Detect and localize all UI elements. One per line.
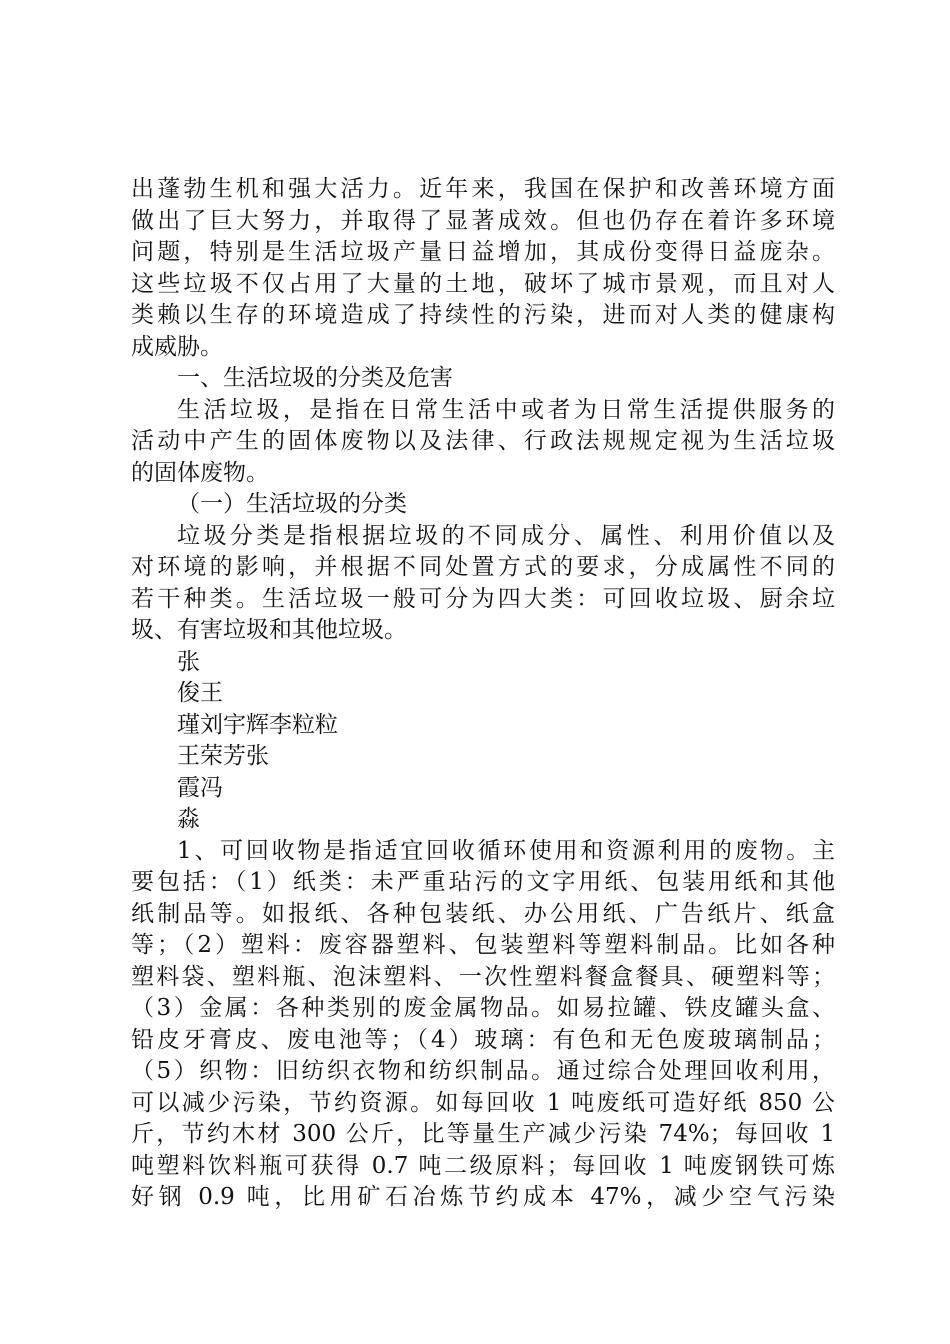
text-line: 出蓬勃生机和强大活力。近年来，我国在保护和改善环境方面: [131, 176, 835, 202]
text-line: 塑料袋、塑料瓶、泡沫塑料、一次性塑料餐盒餐具、硬塑料等；: [131, 963, 835, 990]
text-line: 圾、有害垃圾和其他垃圾。: [131, 617, 407, 643]
text-line: （5）织物：旧纺织衣物和纺织制品。通过综合处理回收利用，: [131, 1058, 835, 1084]
text-line: 若干种类。生活垃圾一般可分为四大类：可回收垃圾、厨余垃: [131, 585, 835, 612]
document-body: [131, 174, 835, 1214]
text-line: （一）生活垃圾的分类: [177, 491, 407, 517]
text-line: 王荣芳张: [177, 743, 269, 769]
text-line: 这些垃圾不仅占用了大量的土地，破坏了城市景观，而且对人: [131, 270, 835, 297]
text-line: 吨塑料饮料瓶可获得 0.7 吨二级原料；每回收 1 吨废钢铁可炼: [131, 1152, 835, 1179]
text-line: 一、生活垃圾的分类及危害: [177, 365, 453, 391]
text-line: 斤，节约木材 300 公斤，比等量生产减少污染 74%；每回收 1: [131, 1121, 835, 1147]
text-line: 活动中产生的固体废物以及法律、行政法规规定视为生活垃圾: [131, 428, 835, 454]
text-line: 可以减少污染，节约资源。如每回收 1 吨废纸可造好纸 850 公: [131, 1089, 835, 1116]
text-line: 霞冯: [177, 774, 223, 801]
text-line: 俊王: [177, 680, 223, 706]
text-line: 1、可回收物是指适宜回收循环使用和资源利用的废物。主: [177, 837, 835, 864]
text-line: 要包括：（1）纸类：未严重玷污的文字用纸、包装用纸和其他: [131, 869, 835, 895]
text-line: 生活垃圾，是指在日常生活中或者为日常生活提供服务的: [177, 396, 835, 423]
text-line: 垃圾分类是指根据垃圾的不同成分、属性、利用价值以及: [177, 522, 835, 549]
text-line: 等；（2）塑料：废容器塑料、包装塑料等塑料制品。比如各种: [131, 932, 835, 958]
text-line: 对环境的影响，并根据不同处置方式的要求，分成属性不同的: [131, 554, 835, 580]
text-line: 类赖以生存的环境造成了持续性的污染，进而对人类的健康构: [131, 302, 835, 328]
text-line: 张: [177, 648, 200, 675]
text-line: 做出了巨大努力，并取得了显著成效。但也仍存在着许多环境: [131, 207, 835, 234]
text-line: （3）金属：各种类别的废金属物品。如易拉罐、铁皮罐头盒、: [131, 995, 835, 1021]
text-line: 问题，特别是生活垃圾产量日益增加，其成份变得日益庞杂。: [131, 239, 835, 265]
text-line: 淼: [177, 806, 200, 832]
text-line: 的固体废物。: [131, 459, 269, 486]
text-line: 成威胁。: [131, 333, 223, 360]
text-line: 瑾刘宇辉李粒粒: [177, 711, 338, 738]
text-line: 好钢 0.9 吨，比用矿石冶炼节约成本 47%，减少空气污染: [131, 1184, 835, 1210]
text-line: 铅皮牙膏皮、废电池等；（4）玻璃：有色和无色废玻璃制品；: [131, 1026, 835, 1053]
text-line: 纸制品等。如报纸、各种包装纸、办公用纸、广告纸片、纸盒: [131, 900, 835, 927]
